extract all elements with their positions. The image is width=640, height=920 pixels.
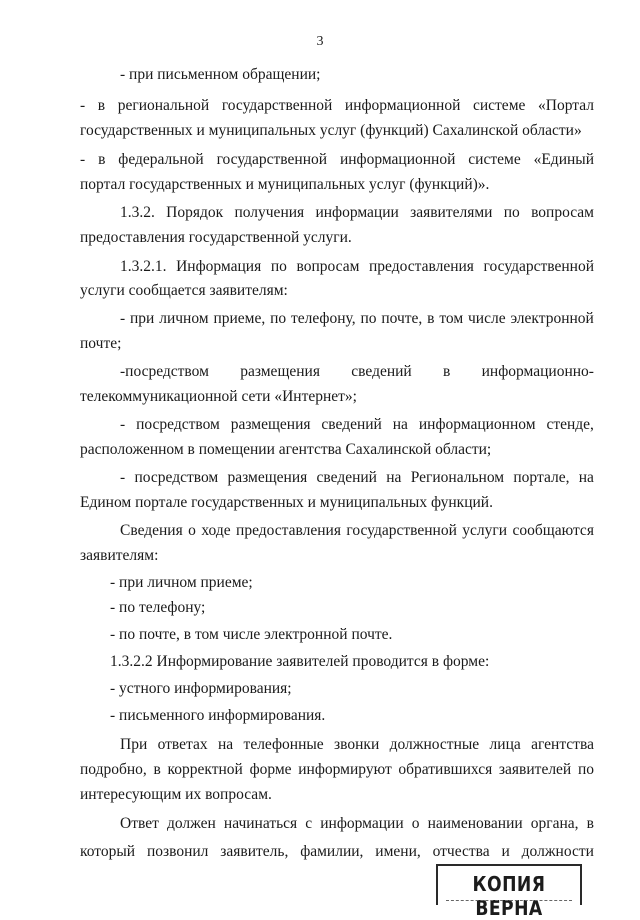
word: почте, — [381, 310, 423, 327]
word: в — [586, 815, 594, 832]
word: органа, — [530, 815, 579, 832]
word: лица — [489, 736, 521, 753]
word: размещения — [240, 363, 320, 380]
word: получения — [234, 204, 305, 221]
word: государственной — [483, 258, 594, 275]
word: информации — [315, 204, 399, 221]
word: - — [80, 97, 86, 114]
word: Региональном — [410, 469, 505, 486]
word: - — [120, 469, 126, 486]
word: 1.3.2. — [120, 204, 155, 221]
word: наименовании — [427, 815, 523, 832]
word: -посредством — [120, 363, 209, 380]
word: фамилии, — [300, 843, 364, 860]
text-line — [80, 843, 594, 861]
word: информационной — [339, 151, 456, 168]
word: - — [120, 416, 126, 433]
text-line: - при письменном обращении; — [120, 66, 321, 83]
word: должен — [166, 815, 216, 832]
word: начинаться — [223, 815, 298, 832]
word: должностные — [389, 736, 480, 753]
text-line: Едином портале государственных и муниципальных функций. — [80, 494, 493, 511]
text-line: портал государственных и муниципальных услуг (функций)». — [80, 176, 490, 193]
text-line — [120, 204, 594, 222]
text-line: почте; — [80, 335, 122, 352]
word: в — [427, 310, 435, 327]
word: региональной — [117, 97, 210, 114]
word: сведений — [351, 363, 412, 380]
word: системе — [472, 97, 526, 114]
text-line — [120, 363, 594, 381]
word: информации — [320, 815, 404, 832]
text-line: телекоммуникационной сети «Интернет»; — [80, 388, 357, 405]
word: государственной — [216, 151, 328, 168]
word: заявителями — [410, 204, 493, 221]
text-line: государственных и муниципальных услуг (функций) Сахалинской области» — [80, 122, 582, 139]
text-line: - письменного информирования. — [110, 707, 326, 724]
word: телефонные — [243, 736, 324, 753]
word: сведений — [316, 469, 377, 486]
word: в — [97, 97, 106, 114]
text-line — [80, 761, 594, 779]
text-line: - по телефону; — [110, 599, 206, 616]
word: обратившихся — [398, 761, 493, 778]
text-line — [120, 416, 594, 434]
stamp-signature-scribble — [446, 900, 572, 907]
text-line — [120, 310, 594, 328]
word: о — [411, 815, 420, 832]
word: подробно, — [80, 761, 147, 778]
word: Ответ — [120, 815, 159, 832]
word: на — [578, 469, 594, 486]
word: электронной — [510, 310, 594, 327]
word: информационном — [418, 416, 536, 433]
word: на — [392, 416, 408, 433]
word: по — [270, 258, 287, 275]
word: портале, — [513, 469, 570, 486]
word: предоставления — [236, 522, 341, 539]
word: Порядок — [166, 204, 224, 221]
word: в — [98, 151, 106, 168]
word: услуги — [462, 522, 508, 539]
word: посредством — [134, 469, 219, 486]
text-line — [80, 97, 594, 115]
word: - — [120, 310, 126, 327]
word: информационной — [344, 97, 461, 114]
word: личном — [159, 310, 209, 327]
word: том — [439, 310, 464, 327]
word: приеме, — [213, 310, 266, 327]
word: который — [80, 843, 136, 860]
word: сведений — [321, 416, 382, 433]
word: системе — [468, 151, 521, 168]
word: по — [360, 310, 377, 327]
word: предоставления — [369, 258, 474, 275]
word: информационно- — [481, 363, 594, 380]
word: звонки — [334, 736, 380, 753]
word: вопросам — [296, 258, 360, 275]
text-line — [120, 522, 594, 540]
page-number: 3 — [316, 34, 324, 49]
word: ходе — [201, 522, 231, 539]
word: При — [120, 736, 148, 753]
word: корректной — [167, 761, 243, 778]
word: должности — [521, 843, 594, 860]
word: федеральной — [118, 151, 204, 168]
word: заявитель, — [220, 843, 289, 860]
text-line — [120, 815, 594, 833]
word: с — [305, 815, 313, 832]
word: 1.3.2.1. — [120, 258, 167, 275]
text-line: заявителям: — [80, 547, 159, 564]
word: размещения — [230, 416, 311, 433]
word: сообщаются — [512, 522, 594, 539]
word: посредством — [136, 416, 220, 433]
text-line: - при личном приеме; — [110, 574, 253, 591]
word: в — [443, 363, 451, 380]
word: на — [218, 736, 234, 753]
text-line: предоставления государственной услуги. — [80, 229, 352, 246]
word: «Портал — [538, 97, 594, 114]
word: государственной — [221, 97, 333, 114]
word: информируют — [298, 761, 392, 778]
word: о — [188, 522, 196, 539]
text-line — [80, 151, 594, 169]
word: телефону, — [290, 310, 356, 327]
text-line — [120, 736, 594, 754]
text-line: 1.3.2.2 Информирование заявителей проводится в форме: — [110, 653, 490, 670]
text-line: интересующим их вопросам. — [80, 786, 272, 803]
word: ответах — [157, 736, 208, 753]
text-line: расположенном в помещении агентства Сахалинской области; — [80, 441, 492, 458]
word: агентства — [531, 736, 594, 753]
text-line: - по почте, в том числе электронной почте. — [110, 626, 393, 643]
word: по — [577, 761, 594, 778]
word: стенде, — [546, 416, 594, 433]
word: в — [153, 761, 161, 778]
text-line: - устного информирования; — [110, 680, 292, 697]
word: Информация — [176, 258, 262, 275]
word: по — [270, 310, 287, 327]
word: при — [130, 310, 155, 327]
stamp-text: КОПИЯ ВЕРНА — [472, 872, 546, 920]
word: государственной — [346, 522, 457, 539]
text-line — [120, 469, 594, 487]
copy-certified-stamp — [436, 864, 582, 920]
word: Сведения — [120, 522, 183, 539]
word: заявителей — [498, 761, 572, 778]
word: - — [80, 151, 86, 168]
text-line: услуги сообщается заявителям: — [80, 282, 288, 299]
word: размещения — [227, 469, 308, 486]
word: на — [386, 469, 402, 486]
word: позвонил — [146, 843, 209, 860]
word: имени, — [375, 843, 421, 860]
word: по — [503, 204, 520, 221]
word: «Единый — [533, 151, 594, 168]
word: форме — [249, 761, 292, 778]
word: числе — [468, 310, 506, 327]
text-line — [120, 258, 594, 276]
word: и — [501, 843, 510, 860]
word: отчества — [432, 843, 490, 860]
word: вопросам — [531, 204, 594, 221]
